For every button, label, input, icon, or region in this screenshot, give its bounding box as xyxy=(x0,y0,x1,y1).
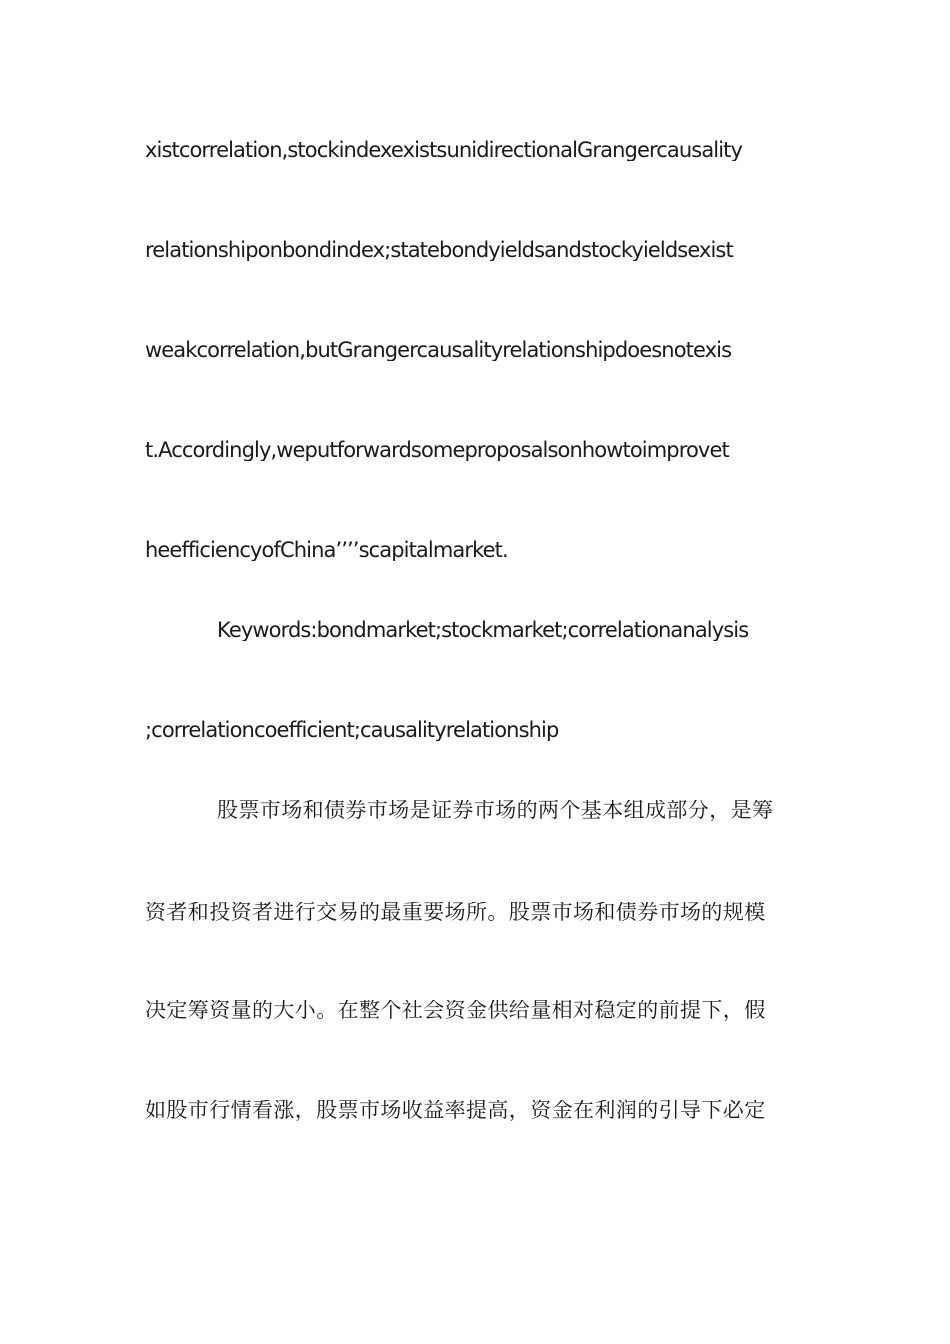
abstract-line: heefficiencyofChina’’’’scapitalmarket. xyxy=(145,540,508,561)
body-paragraph-line: 决定筹资量的大小。在整个社会资金供给量相对稳定的前提下，假 xyxy=(145,1000,766,1021)
abstract-line: weakcorrelation,butGrangercausalityrelationshipdoesnotexis xyxy=(145,340,732,361)
abstract-line: relationshiponbondindex;statebondyieldsandstockyieldsexist xyxy=(145,240,733,261)
abstract-line: t.Accordingly,weputforwardsomeproposalsonhowtoimprovet xyxy=(145,440,729,461)
keywords-line: Keywords:bondmarket;stockmarket;correlationanalysis xyxy=(217,620,749,641)
body-paragraph-line: 如股市行情看涨，股票市场收益率提高，资金在利润的引导下必定 xyxy=(145,1100,766,1121)
abstract-line: xistcorrelation,stockindexexistsunidirectionalGrangercausality xyxy=(145,140,743,161)
keywords-line: ;correlationcoefficient;causalityrelationship xyxy=(145,720,559,741)
body-paragraph-line: 资者和投资者进行交易的最重要场所。股票市场和债券市场的规模 xyxy=(145,902,766,923)
body-paragraph-line: 股票市场和债券市场是证券市场的两个基本组成部分，是筹 xyxy=(217,800,774,821)
